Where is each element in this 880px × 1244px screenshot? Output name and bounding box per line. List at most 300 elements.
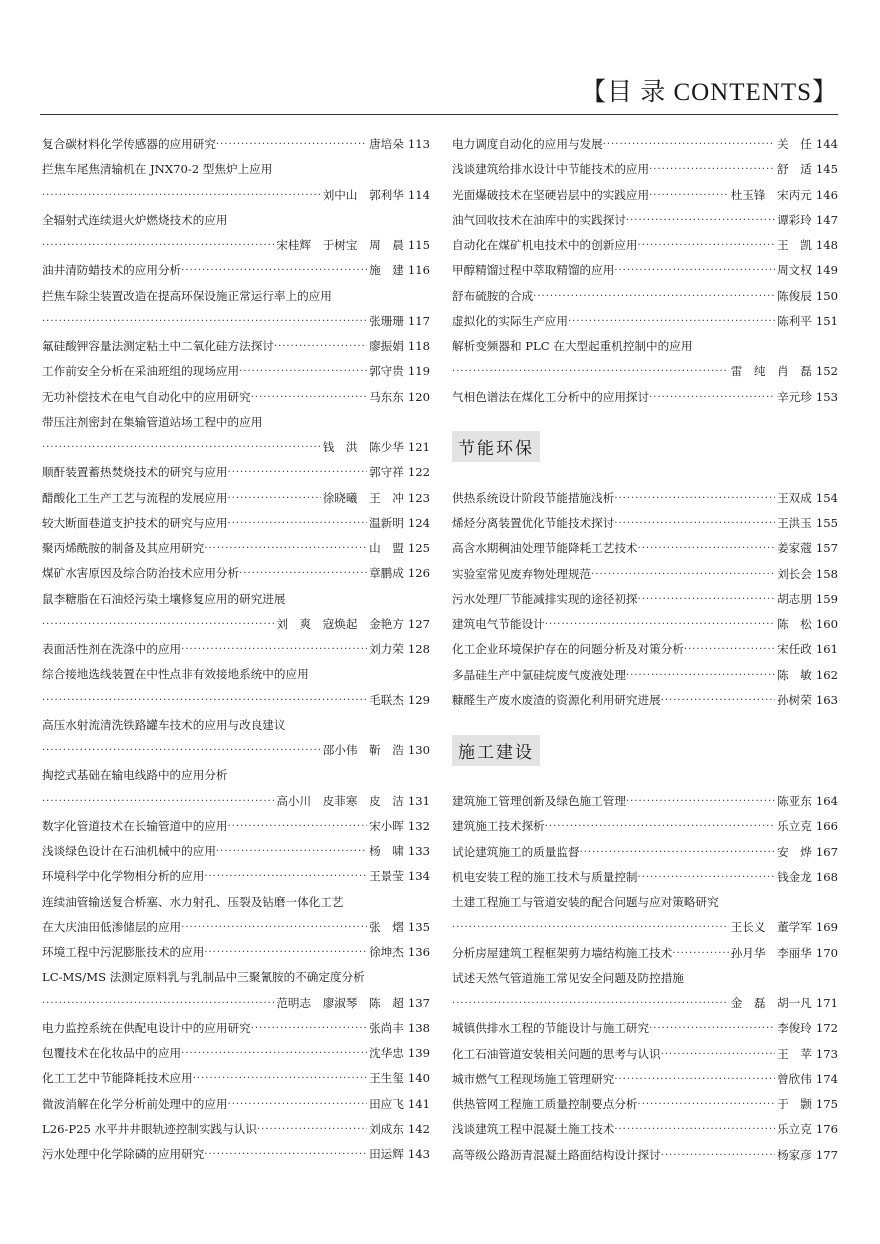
toc-entry — [42, 233, 430, 258]
dot-leader — [661, 1042, 775, 1067]
toc-entry — [42, 688, 430, 713]
entry-author: 陈 敏 — [777, 667, 812, 682]
toc-entry — [42, 1092, 430, 1117]
toc-entry — [42, 814, 430, 839]
entry-page: 125 — [407, 541, 430, 555]
toc-entry — [452, 587, 838, 612]
toc-entry — [452, 612, 838, 637]
dot-leader — [626, 208, 775, 233]
entry-page: 151 — [815, 313, 838, 328]
toc-entry — [452, 814, 838, 839]
entry-title: 土建工程施工与管道安装的配合问题与应对策略研究 — [452, 895, 719, 909]
entry-page: 135 — [407, 919, 430, 934]
entry-author: 孙月华 李丽华 — [730, 945, 812, 960]
toc-entry — [452, 233, 838, 258]
toc-entry — [42, 662, 430, 687]
dot-leader — [545, 612, 775, 637]
toc-entry — [452, 309, 838, 334]
entry-title: 高含水期稠油处理节能降耗工艺技术 — [452, 541, 638, 556]
entry-title: 试述天然气管道施工常见安全问题及防控措施 — [452, 970, 684, 985]
entry-author: 雷 纯 肖 磊 — [730, 364, 812, 379]
entry-page: 155 — [815, 516, 838, 530]
toc-entry — [42, 612, 430, 637]
entry-author: 周文权 — [777, 263, 812, 278]
toc-entry — [42, 334, 430, 359]
entry-author: 陈俊辰 — [777, 288, 812, 303]
entry-page: 132 — [407, 818, 430, 833]
dot-leader — [42, 688, 367, 713]
entry-title: 全辐射式连续退火炉燃烧技术的应用 — [42, 212, 228, 227]
entry-page: 158 — [815, 566, 838, 581]
entry-page: 168 — [815, 869, 838, 884]
entry-title: 带压注剂密封在集输管道站场工程中的应用 — [42, 414, 263, 429]
entry-title: 鼠李糖脂在石油烃污染土壤修复应用的研究进展 — [42, 591, 286, 606]
entry-author: 徐晓曦 王 冲 — [322, 490, 404, 505]
entry-author: 毛联杰 — [369, 692, 404, 707]
entry-title: 连续油管输送复合桥塞、水力射孔、压裂及钻磨一体化工艺 — [42, 894, 344, 909]
entry-author: 刘长会 — [777, 566, 812, 581]
entry-author: 胡志朋 — [777, 591, 812, 606]
dot-leader — [216, 132, 367, 157]
entry-title: 多晶硅生产中氯硅烷废气废液处理 — [452, 667, 626, 682]
dot-leader — [251, 385, 367, 410]
toc-construction-list — [452, 789, 838, 1168]
entry-page: 149 — [815, 263, 838, 278]
entry-title: 建筑电气节能设计 — [452, 617, 545, 631]
section-heading-construction — [452, 725, 838, 775]
toc-entry — [452, 208, 838, 233]
entry-author: 陈 松 — [777, 617, 812, 631]
toc-entry — [452, 132, 838, 157]
toc-entry — [42, 1066, 430, 1091]
dot-leader — [42, 991, 274, 1016]
entry-page: 127 — [407, 616, 430, 631]
toc-entry — [452, 1016, 838, 1041]
entry-author: 曾欣伟 — [777, 1071, 812, 1086]
entry-title: 包覆技术在化妆品中的应用 — [42, 1046, 182, 1060]
entry-title: 电力监控系统在供配电设计中的应用研究 — [42, 1020, 251, 1035]
entry-page: 115 — [407, 238, 430, 252]
entry-title: 化工石油管道安装相关问题的思考与认识 — [452, 1046, 661, 1061]
entry-page: 118 — [407, 339, 430, 353]
dot-leader — [545, 814, 775, 839]
entry-title: 在大庆油田低渗储层的应用 — [42, 919, 182, 934]
entry-page: 162 — [815, 667, 838, 682]
toc-entry — [42, 486, 430, 511]
toc-entry — [42, 258, 430, 283]
entry-title: 油井清防蜡技术的应用分析 — [42, 263, 182, 278]
entry-title: 分析房屋建筑工程框架剪力墙结构施工技术 — [452, 945, 673, 960]
entry-title: 表面活性剂在洗涤中的应用 — [42, 642, 182, 656]
toc-entry — [42, 511, 430, 536]
entry-page: 172 — [815, 1021, 838, 1036]
dot-leader — [204, 864, 367, 889]
dot-leader — [204, 536, 367, 561]
entry-title: 氟硅酸钾容量法测定粘土中二氧化硅方法探讨 — [42, 339, 274, 353]
toc-entry — [42, 1016, 430, 1041]
dot-leader — [638, 536, 776, 561]
dot-leader — [580, 840, 776, 865]
toc-entry — [452, 511, 838, 536]
toc-entry — [42, 183, 430, 208]
toc-entry — [452, 385, 838, 410]
entry-title: 数字化管道技术在长输管道中的应用 — [42, 818, 228, 833]
entry-page: 175 — [815, 1097, 838, 1111]
dot-leader — [614, 1117, 775, 1142]
dot-leader — [204, 940, 367, 965]
entry-author: 金 磊 胡一凡 — [730, 996, 812, 1010]
header-rule — [40, 114, 838, 115]
entry-author: 王生玺 — [369, 1071, 404, 1086]
dot-leader — [649, 1016, 775, 1041]
section-title: 施工建设 — [452, 735, 540, 766]
entry-author: 徐坤杰 — [369, 945, 404, 959]
dot-leader — [638, 1092, 776, 1117]
entry-title: 环境科学中化学物相分析的应用 — [42, 869, 205, 884]
entry-page: 123 — [407, 490, 430, 505]
dot-leader — [42, 309, 367, 334]
entry-page: 174 — [815, 1071, 838, 1086]
entry-page: 164 — [815, 794, 838, 808]
entry-author: 张 熠 — [369, 919, 404, 934]
dot-leader — [568, 309, 775, 334]
dot-leader — [661, 1143, 775, 1168]
entry-author: 王 苹 — [777, 1046, 812, 1061]
entry-author: 山 盟 — [369, 541, 404, 555]
entry-page: 136 — [407, 945, 430, 959]
toc-entry — [452, 941, 838, 966]
entry-title: 煤矿水害原因及综合防治技术应用分析 — [42, 566, 240, 581]
entry-author: 刘力荣 — [369, 642, 404, 656]
toc-entry — [452, 157, 838, 182]
entry-title: 浅谈绿色设计在石油机械中的应用 — [42, 844, 216, 858]
toc-entry — [42, 309, 430, 334]
entry-author: 刘成东 — [369, 1121, 404, 1136]
entry-author: 于 颢 — [777, 1097, 812, 1111]
entry-page: 137 — [407, 995, 430, 1010]
toc-entry — [42, 561, 430, 586]
dot-leader — [257, 1117, 367, 1142]
section-title: 节能环保 — [452, 431, 540, 462]
entry-author: 杜玉锋 宋丙元 — [730, 187, 812, 202]
section-heading-energy — [452, 422, 838, 472]
toc-entry — [42, 460, 430, 485]
entry-page: 169 — [815, 920, 838, 935]
dot-leader — [181, 1041, 367, 1066]
entry-title: 建筑施工管理创新及绿色施工管理 — [452, 794, 626, 808]
entry-author: 乐立克 — [777, 819, 812, 834]
entry-title: 城镇供排水工程的节能设计与施工研究 — [452, 1021, 650, 1036]
entry-title: 供热管网工程施工质量控制要点分析 — [452, 1097, 638, 1111]
entry-title: 复合碳材料化学传感器的应用研究 — [42, 137, 216, 151]
entry-title: 高等级公路沥青混凝土路面结构设计探讨 — [452, 1147, 661, 1162]
entry-title: 光面爆破技术在坚硬岩层中的实践应用 — [452, 187, 650, 202]
dot-leader — [181, 637, 367, 662]
entry-author: 郭守祥 — [369, 465, 404, 480]
entry-page: 119 — [407, 364, 430, 379]
entry-author: 谭彩玲 — [777, 212, 812, 227]
dot-leader — [672, 941, 728, 966]
entry-page: 161 — [815, 642, 838, 657]
dot-leader — [251, 1016, 367, 1041]
dot-leader — [228, 460, 368, 485]
entry-page: 171 — [815, 996, 838, 1010]
entry-page: 140 — [407, 1071, 430, 1086]
entry-author: 郭守贵 — [369, 364, 404, 379]
dot-leader — [591, 562, 775, 587]
toc-entry — [42, 789, 430, 814]
entry-title: 掏挖式基础在输电线路中的应用分析 — [42, 768, 228, 783]
toc-entry — [42, 410, 430, 435]
toc-entry — [452, 284, 838, 309]
entry-title: 实验室常见废弃物处理规范 — [452, 566, 592, 581]
entry-title: 油气回收技术在油库中的实践探讨 — [452, 212, 626, 227]
dot-leader — [452, 991, 729, 1016]
toc-entry — [42, 738, 430, 763]
entry-author: 杨 啸 — [369, 844, 404, 858]
entry-page: 177 — [815, 1147, 838, 1162]
entry-author: 王洪玉 — [777, 516, 812, 530]
toc-entry — [452, 1067, 838, 1092]
entry-page: 176 — [815, 1122, 838, 1137]
toc-entry — [452, 688, 838, 713]
entry-page: 133 — [407, 844, 430, 858]
entry-title: 浅谈建筑工程中混凝土施工技术 — [452, 1122, 615, 1137]
entry-title: 微波消解在化学分析前处理中的应用 — [42, 1096, 228, 1111]
dot-leader — [239, 561, 367, 586]
entry-author: 舒 适 — [777, 162, 812, 177]
entry-title: 环境工程中污泥膨胀技术的应用 — [42, 945, 205, 959]
dot-leader — [228, 486, 321, 511]
dot-leader — [228, 511, 368, 536]
toc-entry — [42, 915, 430, 940]
toc-entry — [452, 663, 838, 688]
entry-page: 144 — [815, 137, 838, 151]
entry-title: 醋酸化工生产工艺与流程的发展应用 — [42, 490, 228, 505]
entry-title: 化工工艺中节能降耗技术应用 — [42, 1071, 193, 1086]
dot-leader — [42, 789, 274, 814]
dot-leader — [452, 915, 729, 940]
entry-page: 117 — [407, 313, 430, 328]
entry-author: 王 凯 — [777, 238, 812, 252]
entry-page: 159 — [815, 591, 838, 606]
toc-entry — [42, 587, 430, 612]
toc-entry — [452, 1117, 838, 1142]
entry-author: 宋任政 — [777, 642, 812, 657]
toc-entry — [42, 713, 430, 738]
entry-page: 154 — [815, 490, 838, 505]
entry-author: 田应飞 — [369, 1096, 404, 1111]
toc-left-column — [42, 132, 430, 1167]
entry-title: LC-MS/MS 法测定原料乳与乳制品中三聚氰胺的不确定度分析 — [42, 970, 365, 985]
toc-entry — [452, 334, 838, 359]
entry-title: 浅谈建筑给排水设计中节能技术的应用 — [452, 162, 650, 177]
entry-title: 顺酐装置蓄热焚烧技术的研究与应用 — [42, 465, 228, 480]
entry-page: 128 — [407, 642, 430, 656]
toc-entry — [452, 915, 838, 940]
entry-page: 141 — [407, 1096, 430, 1111]
dot-leader — [638, 233, 776, 258]
entry-author: 宋小晖 — [369, 818, 404, 833]
toc-entry — [42, 359, 430, 384]
toc-entry — [42, 1041, 430, 1066]
entry-author: 施 建 — [369, 263, 404, 278]
entry-title: 城市燃气工程现场施工管理研究 — [452, 1071, 615, 1086]
entry-title: 污水处理厂节能减排实现的途径初探 — [452, 591, 638, 606]
entry-title: 高压水射流清洗铁路罐车技术的应用与改良建议 — [42, 717, 286, 732]
contents-title: 【目 录 CONTENTS】 — [580, 79, 838, 106]
toc-entry — [452, 865, 838, 890]
entry-page: 167 — [815, 844, 838, 859]
entry-page: 166 — [815, 819, 838, 834]
dot-leader — [614, 1067, 775, 1092]
toc-entry — [452, 991, 838, 1016]
toc-entry — [42, 132, 430, 157]
entry-author: 乐立克 — [777, 1122, 812, 1137]
entry-author: 王双成 — [777, 490, 812, 505]
entry-page: 170 — [815, 945, 838, 960]
entry-author: 范明志 廖淑琴 陈 超 — [276, 995, 404, 1010]
entry-author: 沈华忠 — [369, 1046, 404, 1060]
entry-page: 130 — [407, 743, 430, 757]
toc-right-column — [452, 132, 838, 1168]
entry-author: 张尚丰 — [369, 1020, 404, 1035]
entry-author: 钱 洪 陈少华 — [322, 440, 404, 454]
entry-title: 气相色谱法在煤化工分析中的应用探讨 — [452, 389, 650, 404]
entry-author: 钱金龙 — [777, 869, 812, 884]
dot-leader — [42, 612, 274, 637]
dot-leader — [42, 233, 274, 258]
toc-entry — [42, 991, 430, 1016]
entry-author: 辛元珍 — [777, 389, 812, 404]
toc-entry — [42, 864, 430, 889]
toc-entry — [452, 258, 838, 283]
entry-page: 152 — [815, 364, 838, 379]
entry-page: 153 — [815, 389, 838, 404]
entry-page: 148 — [815, 238, 838, 252]
entry-author: 陈利平 — [777, 313, 812, 328]
dot-leader — [452, 359, 729, 384]
entry-page: 116 — [407, 263, 430, 278]
toc-energy-list — [452, 486, 838, 713]
entry-page: 126 — [407, 566, 430, 581]
dot-leader — [626, 663, 775, 688]
dot-leader — [649, 183, 729, 208]
entry-title: 聚丙烯酰胺的制备及其应用研究 — [42, 541, 205, 555]
dot-leader — [204, 1142, 367, 1167]
entry-title: 烯烃分离装置优化节能技术探讨 — [452, 516, 615, 530]
entry-page: 134 — [407, 869, 430, 884]
entry-page: 131 — [407, 793, 430, 808]
page-header — [40, 66, 838, 116]
entry-page: 120 — [407, 389, 430, 404]
entry-title: 建筑施工技术探析 — [452, 819, 545, 834]
dot-leader — [614, 511, 775, 536]
entry-title: 供热系统设计阶段节能措施浅析 — [452, 490, 615, 505]
entry-author: 刘 爽 寇焕起 金艳方 — [276, 616, 404, 631]
toc-entry — [42, 839, 430, 864]
entry-title: 甲醇精馏过程中萃取精馏的应用 — [452, 263, 615, 278]
dot-leader — [661, 688, 775, 713]
toc-entry — [452, 637, 838, 662]
toc-entry — [452, 890, 838, 915]
toc-entry — [452, 1092, 838, 1117]
entry-page: 147 — [815, 212, 838, 227]
dot-leader — [274, 334, 367, 359]
entry-author: 刘中山 郭利华 — [322, 187, 404, 202]
entry-title: 无功补偿技术在电气自动化中的应用研究 — [42, 389, 251, 404]
dot-leader — [684, 637, 775, 662]
toc-entry — [452, 536, 838, 561]
entry-page: 160 — [815, 617, 838, 631]
entry-page: 114 — [407, 187, 430, 202]
entry-page: 113 — [407, 137, 430, 151]
entry-author: 唐培朵 — [369, 137, 404, 151]
toc-entry — [452, 359, 838, 384]
entry-author: 田运辉 — [369, 1147, 404, 1161]
entry-author: 关 任 — [777, 137, 812, 151]
toc-entry — [452, 789, 838, 814]
entry-author: 宋桂辉 于树宝 周 晨 — [276, 238, 404, 252]
entry-title: 虚拟化的实际生产应用 — [452, 313, 568, 328]
entry-title: 自动化在煤矿机电技术中的创新应用 — [452, 238, 638, 252]
entry-title: 试论建筑施工的质量监督 — [452, 844, 580, 859]
entry-author: 章鹏成 — [369, 566, 404, 581]
entry-title: 较大断面巷道支护技术的研究与应用 — [42, 515, 228, 530]
toc-entry — [452, 1143, 838, 1168]
entry-page: 143 — [407, 1147, 430, 1161]
entry-page: 145 — [815, 162, 838, 177]
dot-leader — [614, 258, 775, 283]
entry-page: 157 — [815, 541, 838, 556]
toc-right-top-list — [452, 132, 838, 410]
dot-leader — [42, 738, 321, 763]
toc-entry — [42, 637, 430, 662]
entry-page: 124 — [407, 515, 430, 530]
entry-author: 王景莹 — [369, 869, 404, 884]
entry-title: 机电安装工程的施工技术与质量控制 — [452, 869, 638, 884]
entry-author: 陈亚东 — [777, 794, 812, 808]
entry-page: 122 — [407, 465, 430, 480]
entry-page: 121 — [407, 440, 430, 454]
entry-page: 163 — [815, 692, 838, 707]
dot-leader — [42, 435, 321, 460]
toc-entry — [452, 1042, 838, 1067]
entry-page: 173 — [815, 1046, 838, 1061]
entry-page: 138 — [407, 1020, 430, 1035]
entry-author: 马东东 — [369, 389, 404, 404]
dot-leader — [239, 359, 367, 384]
dot-leader — [649, 385, 775, 410]
entry-author: 李俊玲 — [777, 1021, 812, 1036]
dot-leader — [649, 157, 775, 182]
toc-entry — [452, 183, 838, 208]
dot-leader — [638, 587, 776, 612]
toc-entry — [42, 157, 430, 182]
entry-author: 杨家彦 — [777, 1147, 812, 1162]
entry-title: 电力调度自动化的应用与发展 — [452, 137, 603, 151]
toc-entry — [452, 840, 838, 865]
entry-author: 温新明 — [369, 515, 404, 530]
toc-entry — [42, 1117, 430, 1142]
entry-author: 邵小伟 靳 浩 — [322, 743, 404, 757]
entry-title: 舒布硫胺的合成 — [452, 288, 534, 303]
entry-page: 142 — [407, 1121, 430, 1136]
toc-entry — [42, 940, 430, 965]
entry-author: 姜家蔻 — [777, 541, 812, 556]
entry-title: 污水处理中化学除磷的应用研究 — [42, 1147, 205, 1161]
entry-author: 高小川 皮菲寒 皮 洁 — [276, 793, 404, 808]
